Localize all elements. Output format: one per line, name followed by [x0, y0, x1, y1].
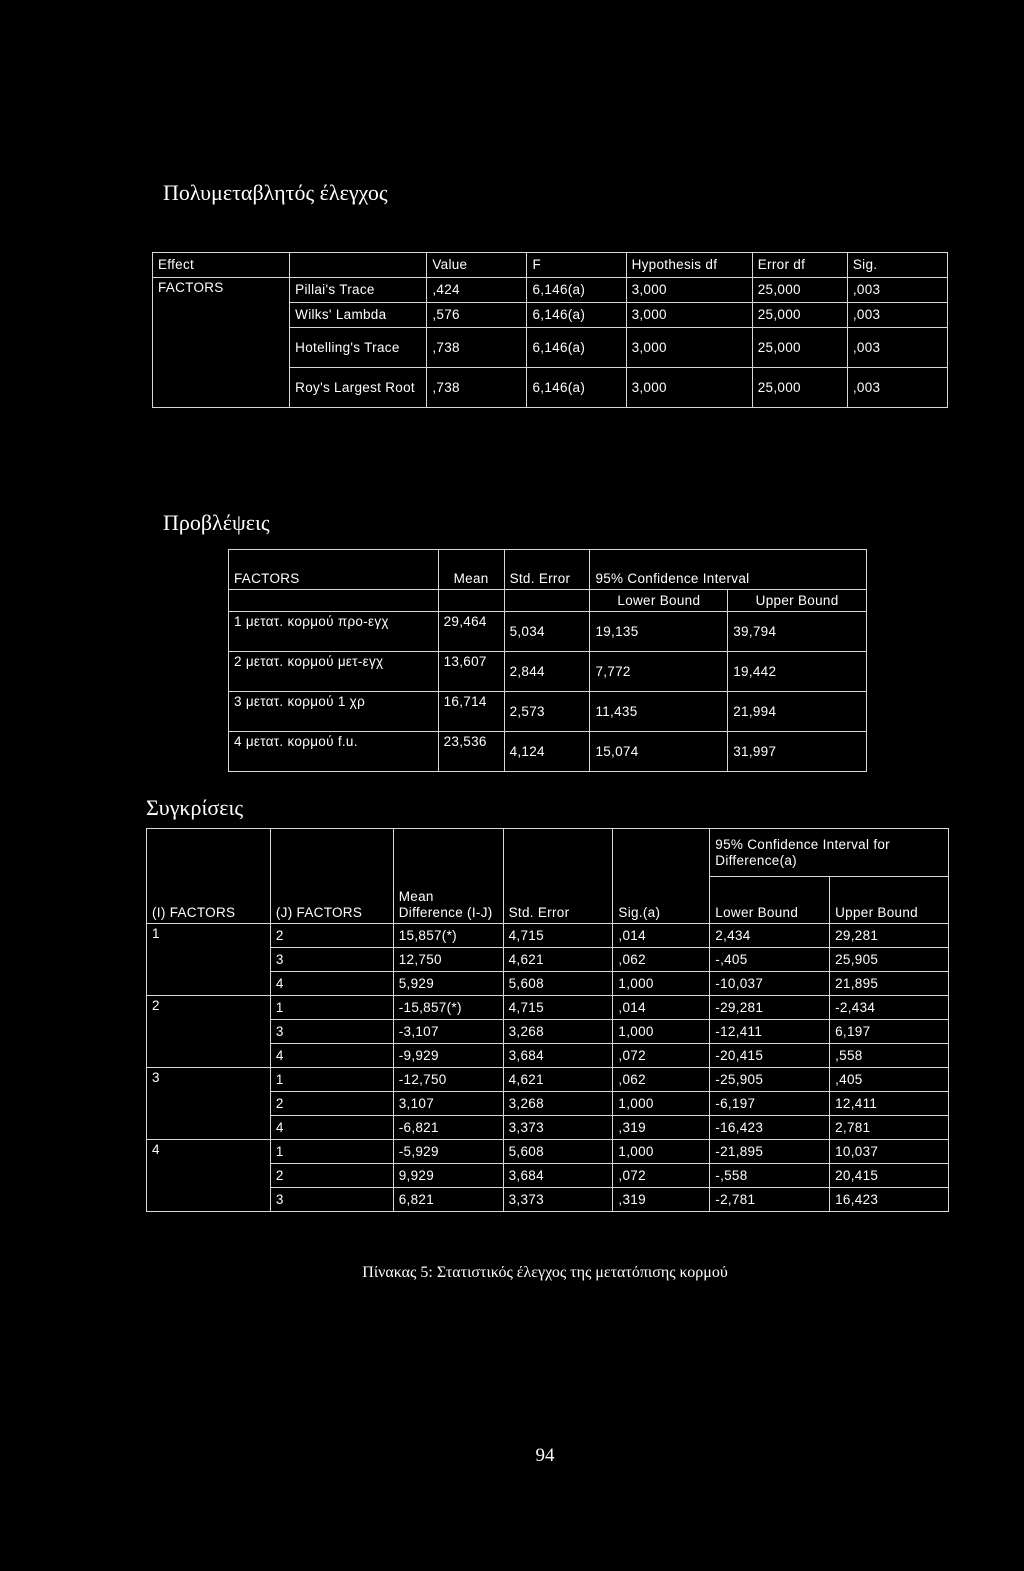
comparisons-header-row — [147, 829, 949, 877]
cell: 2,844 — [504, 652, 590, 692]
cell: -,558 — [710, 1164, 830, 1188]
comparisons-body — [147, 924, 949, 1212]
cell: ,003 — [847, 328, 947, 368]
table-row — [229, 732, 867, 772]
predictions-header-row — [229, 550, 867, 590]
cell: 3,000 — [626, 368, 752, 408]
header-cell: Std. Error — [503, 829, 613, 924]
cell: -12,411 — [710, 1020, 830, 1044]
heading-multivariate: Πολυμεταβλητός έλεγχος — [163, 180, 388, 205]
cell: 19,442 — [728, 652, 867, 692]
cell: 25,000 — [752, 278, 847, 303]
header-cell: Std. Error — [504, 550, 590, 590]
header-cell: FACTORS — [229, 550, 439, 590]
cell: 3,373 — [503, 1116, 613, 1140]
cell: 6,146(a) — [527, 278, 626, 303]
i-factor-cell: 1 — [147, 924, 271, 996]
header-cell: Hypothesis df — [626, 253, 752, 278]
table-caption: Πίνακας 5: Στατιστικός έλεγχος της μετατόπισης κορμού — [362, 1264, 728, 1281]
header-cell: Sig. — [847, 253, 947, 278]
cell: 2,781 — [830, 1116, 949, 1140]
j-factor-cell: 4 — [270, 1044, 393, 1068]
cell: 23,536 — [438, 732, 504, 772]
page-number: 94 — [535, 1445, 555, 1466]
j-factor-cell: 1 — [270, 996, 393, 1020]
cell: ,319 — [613, 1188, 710, 1212]
cell: 2,573 — [504, 692, 590, 732]
cell: 19,135 — [590, 612, 728, 652]
header-cell: (I) FACTORS — [147, 829, 271, 924]
header-cell: F — [527, 253, 626, 278]
cell: 21,895 — [830, 972, 949, 996]
subheader-cell: Lower Bound — [590, 590, 728, 612]
cell: 5,608 — [503, 1140, 613, 1164]
cell: 4,715 — [503, 996, 613, 1020]
subheader-cell: Upper Bound — [728, 590, 867, 612]
empty-cell — [438, 590, 504, 612]
j-factor-cell: 3 — [270, 1020, 393, 1044]
multivariate-header-row — [153, 253, 948, 278]
cell: -21,895 — [710, 1140, 830, 1164]
header-cell: (J) FACTORS — [270, 829, 393, 924]
i-factor-cell: 4 — [147, 1140, 271, 1212]
cell: 4,715 — [503, 924, 613, 948]
j-factor-cell: 2 — [270, 1092, 393, 1116]
cell: 3,268 — [503, 1092, 613, 1116]
table-row — [229, 692, 867, 732]
predictions-subheader-row — [229, 590, 867, 612]
cell: ,014 — [613, 924, 710, 948]
cell: ,738 — [427, 368, 527, 408]
effect-cell: FACTORS — [153, 278, 290, 408]
cell: 15,074 — [590, 732, 728, 772]
cell: -5,929 — [393, 1140, 503, 1164]
cell: -2,434 — [830, 996, 949, 1020]
cell: 1 μετατ. κορμού προ-εγχ — [229, 612, 439, 652]
table-row — [153, 278, 948, 303]
header-cell: Error df — [752, 253, 847, 278]
cell: 15,857(*) — [393, 924, 503, 948]
cell: -10,037 — [710, 972, 830, 996]
cell: 3,107 — [393, 1092, 503, 1116]
heading-predictions: Προβλέψεις — [163, 510, 270, 535]
cell: 4,621 — [503, 948, 613, 972]
j-factor-cell: 1 — [270, 1068, 393, 1092]
cell: ,738 — [427, 328, 527, 368]
header-cell: Mean Difference (I-J) — [393, 829, 503, 924]
cell: -20,415 — [710, 1044, 830, 1068]
cell: 9,929 — [393, 1164, 503, 1188]
cell: ,003 — [847, 303, 947, 328]
cell: ,062 — [613, 1068, 710, 1092]
subheader-cell: Upper Bound — [830, 877, 949, 924]
cell: 1,000 — [613, 1092, 710, 1116]
cell: 1,000 — [613, 1140, 710, 1164]
cell: 6,146(a) — [527, 328, 626, 368]
cell: Hotelling's Trace — [290, 328, 427, 368]
cell: 10,037 — [830, 1140, 949, 1164]
comparisons-table — [146, 828, 949, 1212]
cell: -,405 — [710, 948, 830, 972]
cell: ,072 — [613, 1044, 710, 1068]
table-row — [147, 996, 949, 1020]
header-cell: Sig.(a) — [613, 829, 710, 924]
cell: Pillai's Trace — [290, 278, 427, 303]
cell: 5,929 — [393, 972, 503, 996]
j-factor-cell: 3 — [270, 948, 393, 972]
subheader-cell: Lower Bound — [710, 877, 830, 924]
cell: 6,146(a) — [527, 368, 626, 408]
cell: 1,000 — [613, 1020, 710, 1044]
cell: 4,621 — [503, 1068, 613, 1092]
cell: ,405 — [830, 1068, 949, 1092]
cell: 29,281 — [830, 924, 949, 948]
cell: -29,281 — [710, 996, 830, 1020]
j-factor-cell: 1 — [270, 1140, 393, 1164]
i-factor-cell: 3 — [147, 1068, 271, 1140]
cell: 20,415 — [830, 1164, 949, 1188]
header-cell: Effect — [153, 253, 290, 278]
cell: 6,821 — [393, 1188, 503, 1212]
cell: 25,000 — [752, 368, 847, 408]
cell: 25,000 — [752, 328, 847, 368]
cell: 11,435 — [590, 692, 728, 732]
cell: -15,857(*) — [393, 996, 503, 1020]
cell: 4 μετατ. κορμού f.u. — [229, 732, 439, 772]
j-factor-cell: 4 — [270, 972, 393, 996]
cell: 16,714 — [438, 692, 504, 732]
cell: 6,146(a) — [527, 303, 626, 328]
header-cell: 95% Confidence Interval — [590, 550, 867, 590]
cell: ,003 — [847, 278, 947, 303]
table-row — [147, 1068, 949, 1092]
j-factor-cell: 2 — [270, 924, 393, 948]
cell: 7,772 — [590, 652, 728, 692]
cell: -16,423 — [710, 1116, 830, 1140]
cell: 31,997 — [728, 732, 867, 772]
j-factor-cell: 2 — [270, 1164, 393, 1188]
cell: 3,000 — [626, 303, 752, 328]
cell: ,319 — [613, 1116, 710, 1140]
cell: 3 μετατ. κορμού 1 χρ — [229, 692, 439, 732]
header-cell: Value — [427, 253, 527, 278]
j-factor-cell: 4 — [270, 1116, 393, 1140]
cell: ,424 — [427, 278, 527, 303]
cell: 2 μετατ. κορμού μετ-εγχ — [229, 652, 439, 692]
header-cell: 95% Confidence Interval for Difference(a) — [710, 829, 949, 877]
cell: 39,794 — [728, 612, 867, 652]
cell: ,014 — [613, 996, 710, 1020]
cell: 16,423 — [830, 1188, 949, 1212]
cell: 6,197 — [830, 1020, 949, 1044]
cell: 3,268 — [503, 1020, 613, 1044]
cell: 4,124 — [504, 732, 590, 772]
cell: 12,411 — [830, 1092, 949, 1116]
header-cell: Mean — [438, 550, 504, 590]
cell: ,072 — [613, 1164, 710, 1188]
cell: 5,034 — [504, 612, 590, 652]
cell: -25,905 — [710, 1068, 830, 1092]
header-cell — [290, 253, 427, 278]
cell: -2,781 — [710, 1188, 830, 1212]
cell: -9,929 — [393, 1044, 503, 1068]
table-row — [147, 1140, 949, 1164]
cell: -3,107 — [393, 1020, 503, 1044]
cell: 21,994 — [728, 692, 867, 732]
cell: 3,000 — [626, 328, 752, 368]
cell: ,062 — [613, 948, 710, 972]
table-row — [147, 924, 949, 948]
cell: Roy's Largest Root — [290, 368, 427, 408]
table-row — [229, 652, 867, 692]
cell: -12,750 — [393, 1068, 503, 1092]
cell: -6,821 — [393, 1116, 503, 1140]
cell: 3,000 — [626, 278, 752, 303]
cell: 12,750 — [393, 948, 503, 972]
i-factor-cell: 2 — [147, 996, 271, 1068]
table-row — [229, 612, 867, 652]
cell: 3,684 — [503, 1164, 613, 1188]
cell: 2,434 — [710, 924, 830, 948]
heading-comparisons: Συγκρίσεις — [146, 795, 244, 820]
cell: 13,607 — [438, 652, 504, 692]
empty-cell — [229, 590, 439, 612]
cell: ,003 — [847, 368, 947, 408]
cell: 29,464 — [438, 612, 504, 652]
predictions-table — [228, 549, 867, 772]
cell: -6,197 — [710, 1092, 830, 1116]
j-factor-cell: 3 — [270, 1188, 393, 1212]
cell: ,558 — [830, 1044, 949, 1068]
multivariate-table — [152, 252, 948, 408]
cell: 3,373 — [503, 1188, 613, 1212]
cell: 25,905 — [830, 948, 949, 972]
cell: Wilks' Lambda — [290, 303, 427, 328]
cell: 5,608 — [503, 972, 613, 996]
cell: 3,684 — [503, 1044, 613, 1068]
cell: ,576 — [427, 303, 527, 328]
cell: 1,000 — [613, 972, 710, 996]
empty-cell — [504, 590, 590, 612]
cell: 25,000 — [752, 303, 847, 328]
